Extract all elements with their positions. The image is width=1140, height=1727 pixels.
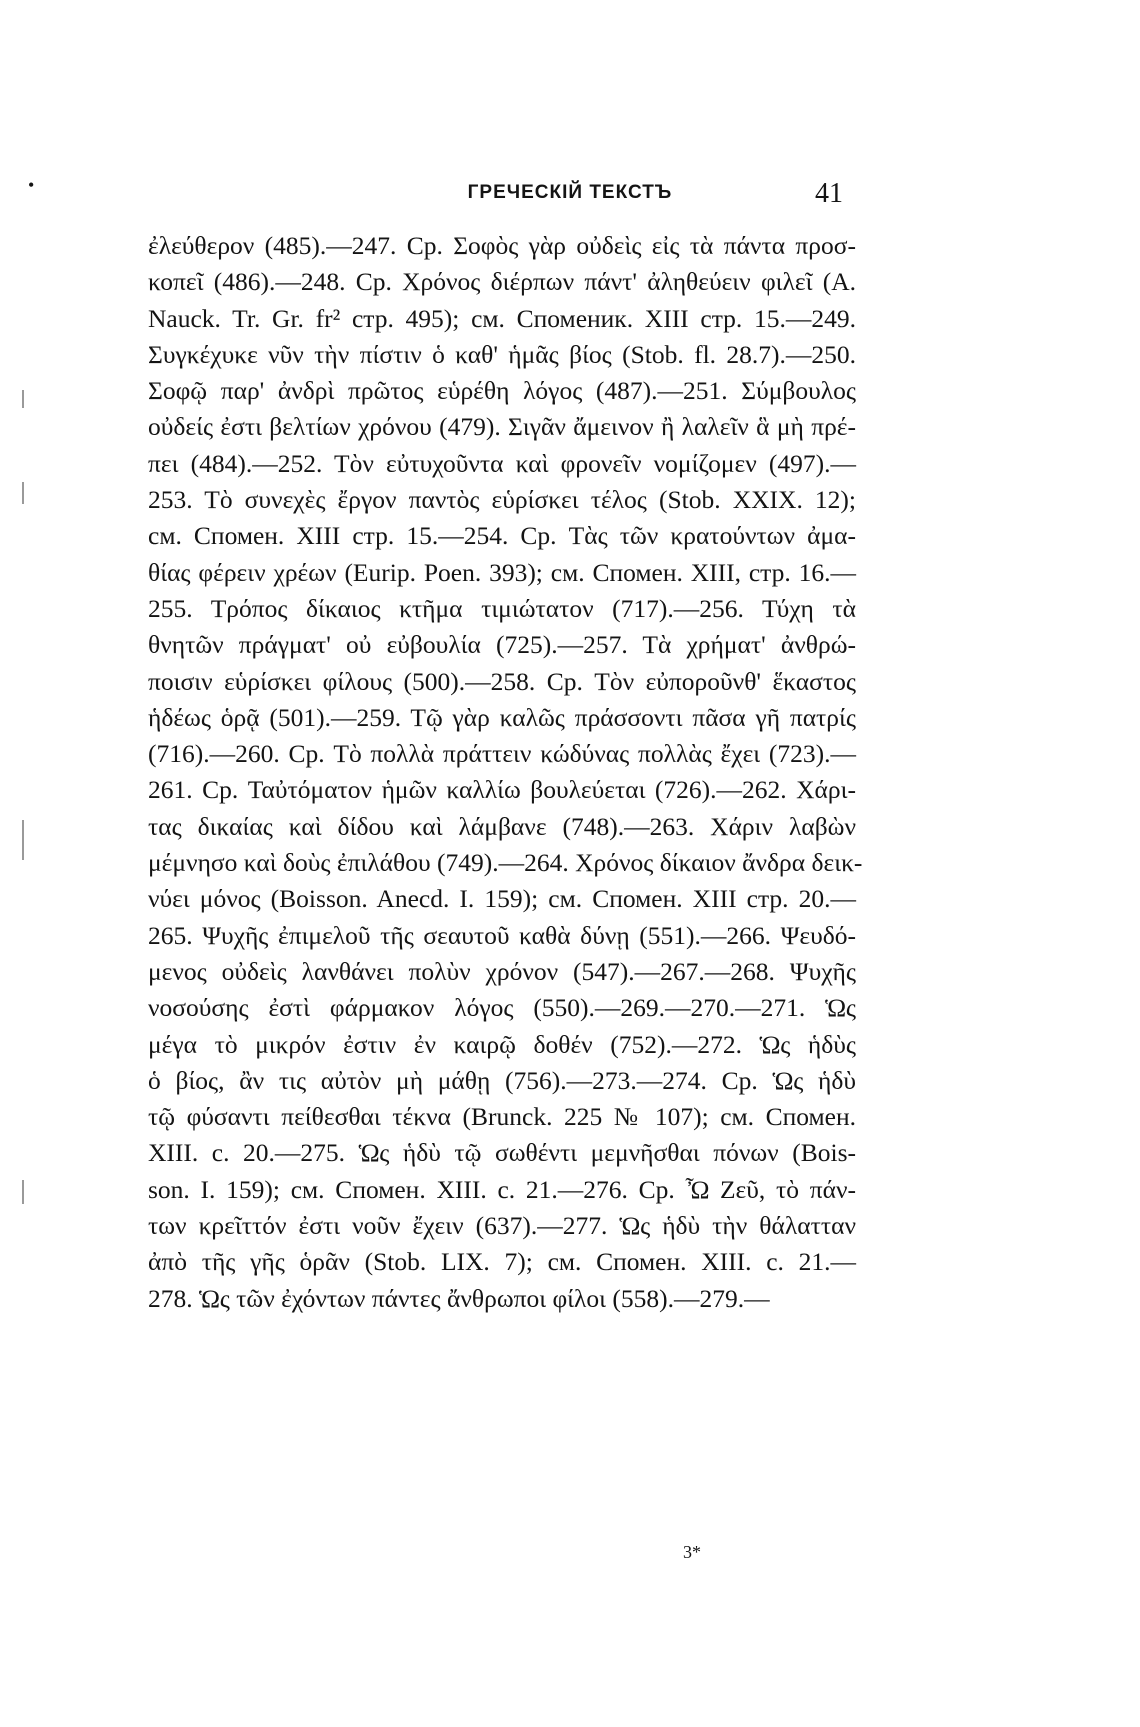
text-line: τας δικαίας καὶ δίδου καὶ λάμβανε (748).—263. Χάριν λαβὼν [148, 811, 856, 841]
page-number: 41 [815, 178, 843, 209]
text-line: ἀπὸ τῆς γῆς ὁρᾶν (Stob. LIX. 7); см. Спомен. XIII. с. 21.— [148, 1247, 856, 1277]
text-line: νύει μόνος (Boisson. Anecd. I. 159); см. Спомен. XIII стр. 20.— [148, 884, 856, 914]
text-line: μέμνησο καὶ δοὺς ἐπιλάθου (749).—264. Χρόνος δίκαιον ἄνδρα δεικ- [148, 848, 863, 878]
text-line: ποισιν εὑρίσκει φίλους (500).—258. Ср. Τὸν εὐποροῦνθ' ἕκαστος [148, 666, 856, 696]
text-line: μενος οὐδεὶς λανθάνει πολὺν χρόνον (547).—267.—268. Ψυχῆς [148, 956, 856, 986]
text-line: ἐλεύθερον (485).—247. Ср. Σοφὸς γὰρ οὐδεὶς εἰς τὰ πάντα προσ- [148, 231, 856, 260]
text-line: 278. Ὡς τῶν ἐχόντων πάντες ἄνθρωποι φίλοι (558).—279.— [148, 1283, 770, 1313]
text-line: 255. Τρόπος δίκαιος κτῆμα τιμιώτατον (717).—256. Τύχη τὰ [148, 593, 856, 623]
text-line: ὁ βίος, ἂν τις αὐτὸν μὴ μάθῃ (756).—273.—274. Ср. Ὡς ἡδὺ [148, 1065, 856, 1095]
text-line: Σοφῷ παρ' ἀνδρὶ πρῶτος εὑρέθη λόγος (487).—251. Σύμβουλος [148, 376, 856, 406]
text-line: θνητῶν πράγματ' οὐ εὐβουλία (725).—257. Τὰ χρήματ' ἀνθρώ- [148, 630, 856, 660]
text-line: XIII. с. 20.—275. Ὡς ἡδὺ τῷ σωθέντι μεμνῆσθαι πόνων (Bois- [148, 1138, 856, 1168]
scan-edge-mark [22, 482, 24, 504]
scan-edge-mark [22, 820, 24, 860]
text-line: 265. Ψυχῆς ἐπιμελοῦ τῆς σεαυτοῦ καθὰ δύνῃ (551).—266. Ψευδό- [148, 920, 856, 950]
scan-edge-mark [22, 390, 24, 408]
text-line: Συγκέχυκε νῦν τὴν πίστιν ὁ καθ' ἡμᾶς βίος (Stob. fl. 28.7).—250. [148, 339, 856, 369]
text-line: νοσούσης ἐστὶ φάρμακον λόγος (550).—269.—270.—271. Ὡς [148, 993, 856, 1023]
text-line: των κρεῖττόν ἐστι νοῦν ἔχειν (637).—277. Ὡς ἡδὺ τὴν θάλατταν [148, 1211, 856, 1241]
margin-bullet: • [28, 175, 35, 195]
text-line: πει (484).—252. Τὸν εὐτυχοῦντα καὶ φρονεῖν νομίζομεν (497).— [148, 448, 856, 478]
text-line: (716).—260. Ср. Τὸ πολλὰ πράττειν κώδύνας πολλὰς ἔχει (723).— [148, 739, 856, 769]
body-text [148, 228, 863, 1317]
text-line: κοπεῖ (486).—248. Ср. Χρόνος διέρπων πάντ' ἀληθεύειν φιλεῖ (A. [148, 267, 856, 297]
text-line: см. Спомен. XIII стр. 15.—254. Ср. Τὰς τῶν κρατούντων ἀμα- [148, 521, 856, 551]
running-head: ГРЕЧЕСКІЙ ТЕКСТЪ [467, 182, 673, 203]
text-line: τῷ φύσαντι πείθεσθαι τέκνα (Brunck. 225 № 107); см. Спомен. [148, 1102, 856, 1132]
page-header [0, 175, 1140, 209]
text-line: son. I. 159); см. Спомен. XIII. с. 21.—276. Ср. Ὦ Ζεῦ, τὸ πάν- [148, 1174, 856, 1204]
scan-edge-mark [22, 1180, 24, 1204]
text-line: ἡδέως ὁρᾷ (501).—259. Τῷ γὰρ καλῶς πράσσοντι πᾶσα γῆ πατρίς [148, 702, 856, 732]
text-line: θίας φέρειν χρέων (Eurip. Poen. 393); см. Спомен. XIII, стр. 16.— [148, 557, 856, 587]
text-line: 253. Τὸ συνεχὲς ἔργον παντὸς εὑρίσκει τέλος (Stob. XXIX. 12); [148, 485, 856, 515]
text-line: Nauck. Tr. Gr. fr² стр. 495); см. Споменик. XIII стр. 15.—249. [148, 303, 856, 333]
text-line: 261. Ср. Ταὐτόματον ἡμῶν καλλίω βουλεύεται (726).—262. Χάρι- [148, 775, 856, 805]
signature-mark: 3* [683, 1542, 701, 1562]
text-line: οὐδείς ἐστι βελτίων χρόνου (479). Σιγᾶν ἄμεινον ἢ λαλεῖν ἃ μὴ πρέ- [148, 412, 856, 442]
text-line: μέγα τὸ μικρόν ἐστιν ἐν καιρῷ δοθέν (752).—272. Ὡς ἡδὺς [148, 1029, 856, 1059]
